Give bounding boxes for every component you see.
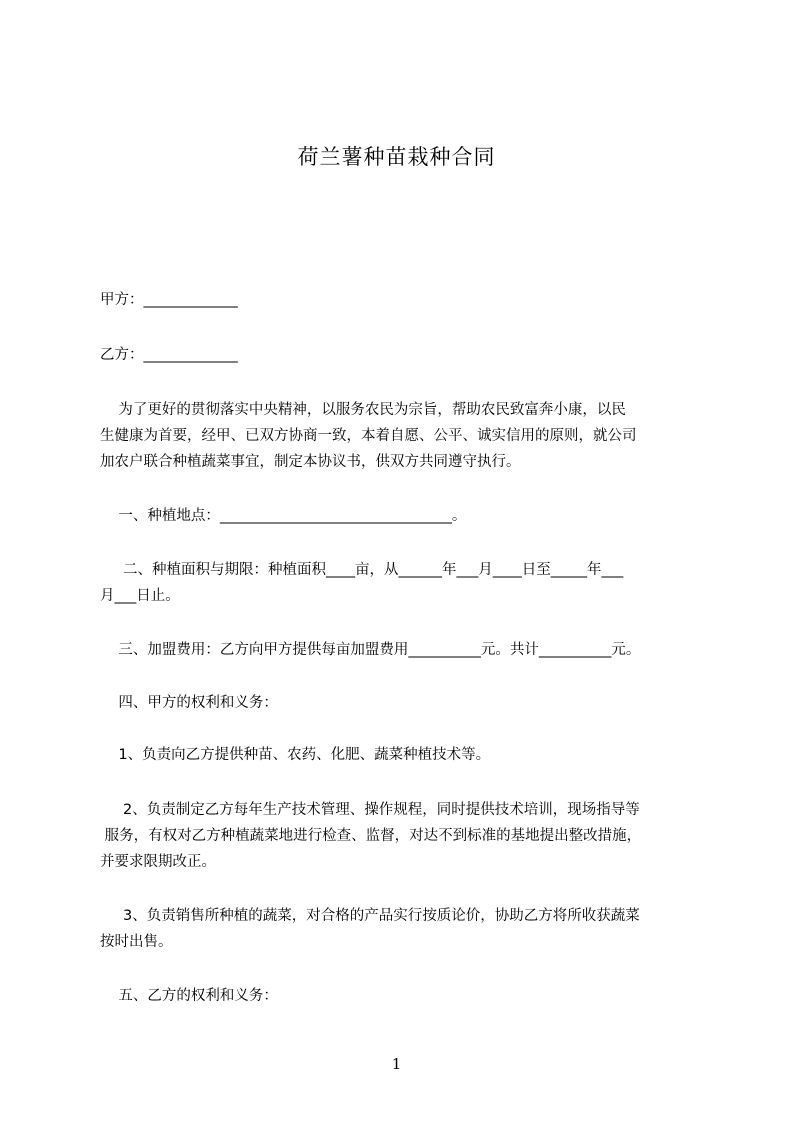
clause-4-item-2-line-2: 服务，有权对乙方种植蔬菜地进行检查、监督，对达不到标准的基地提出整改措施， [100,828,642,844]
clause-4-heading: 四、甲方的权利和义务： [100,695,278,711]
clause-2-line-1: 二、种植面积与期限：种植面积____亩，从______年___月____日至_____年___ [100,562,624,578]
clause-3-fee: 三、加盟费用：乙方向甲方提供每亩加盟费用__________元。共计__________元。 [100,642,641,658]
preamble-line-2: 生健康为首要，经甲、已双方协商一致，本着自愿、公平、诚实信用的原则，就公司 [100,428,637,444]
clause-4-item-2-line-1: 2、负责制定乙方每年生产技术管理、操作规程，同时提供技术培训，现场指导等 [100,802,640,818]
document-title: 荷兰薯种苗栽种合同 [297,145,496,169]
preamble-line-3: 加农户联合种植蔬菜事宜，制定本协议书，供双方共同遵守执行。 [100,454,521,470]
page-number: 1 [391,1055,402,1073]
clause-4-item-2-line-3: 并要求限期改正。 [100,854,216,870]
preamble-line-1: 为了更好的贯彻落实中央精神，以服务农民为宗旨，帮助农民致富奔小康，以民 [100,402,626,418]
clause-1-location: 一、种植地点：________________________________。 [100,508,467,524]
clause-4-item-1: 1、负责向乙方提供种苗、农药、化肥、蔬菜种植技术等。 [100,747,491,763]
clause-5-heading: 五、乙方的权利和义务： [100,988,278,1004]
party-a-line: 甲方：_____________ [100,292,238,308]
clause-4-item-3-line-2: 按时出售。 [100,934,173,950]
clause-2-line-2: 月___日止。 [100,588,180,604]
party-b-line: 乙方：_____________ [100,347,238,363]
clause-4-item-3-line-1: 3、负责销售所种植的蔬菜，对合格的产品实行按质论价，协助乙方将所收获蔬菜 [100,908,640,924]
